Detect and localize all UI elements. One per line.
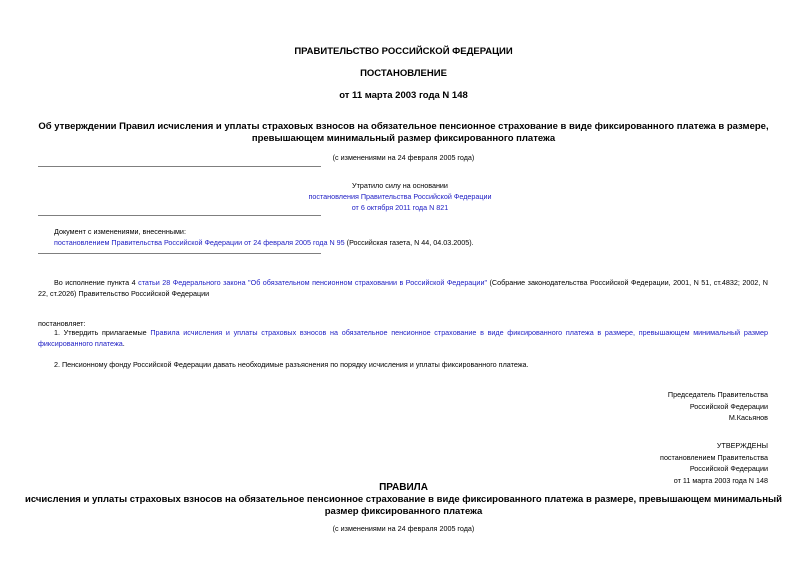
- approval-block: [660, 440, 768, 486]
- amending-decree-link[interactable]: постановлением Правительства Российской Федерации от 24 февраля 2005 года N 95: [54, 238, 345, 247]
- rules-link[interactable]: Правила исчисления и уплаты страховых взносов на обязательное пенсионное страхование в виде фиксированного платежа в размере, превышающем минимальный размер фиксированного платежа: [38, 328, 768, 348]
- expired-notice-label: Утратило силу на основании: [352, 181, 448, 190]
- preamble-paragraph: [38, 277, 768, 299]
- divider: [38, 253, 321, 254]
- item-1-paragraph: [38, 327, 768, 349]
- signature-organization: Российской Федерации: [689, 401, 768, 411]
- rules-subtitle-line-2: размер фиксированного платежа: [324, 506, 483, 517]
- approval-heading: УТВЕРЖДЕНЫ: [716, 441, 768, 450]
- expired-decree-link[interactable]: постановления Правительства Российской Федерации: [308, 192, 492, 201]
- rules-subtitle: [0, 494, 807, 518]
- expired-decree-date-link[interactable]: от 6 октября 2011 года N 821: [351, 203, 449, 212]
- changes-label: Документ с изменениями, внесенными:: [54, 227, 186, 236]
- document-title: [0, 121, 807, 145]
- expired-notice: [250, 180, 550, 213]
- federal-law-link[interactable]: статьи 28 Федерального закона "Об обязательном пенсионном страховании в Российской Федерации": [138, 278, 488, 287]
- rules-subtitle-line-1: исчисления и уплаты страховых взносов на обязательное пенсионное страхование в виде фиксированного платежа в размере, превышающем минимальный: [25, 494, 782, 505]
- signature-block: [668, 389, 768, 424]
- signature-position: Председатель Правительства: [667, 390, 768, 399]
- divider: [38, 215, 321, 216]
- approval-date: от 11 марта 2003 года N 148: [673, 475, 768, 485]
- amendment-note: (с изменениями на 24 февраля 2005 года): [332, 153, 475, 162]
- changes-source: (Российская газета, N 44, 04.03.2005).: [344, 238, 474, 247]
- item-1-suffix: .: [122, 339, 125, 348]
- government-heading: ПРАВИТЕЛЬСТВО РОССИЙСКОЙ ФЕДЕРАЦИИ: [294, 46, 513, 57]
- preamble-prefix: Во исполнение пункта 4: [54, 278, 139, 287]
- item-1-prefix: 1. Утвердить прилагаемые: [54, 328, 151, 337]
- resolves-label: постановляет:: [38, 319, 86, 328]
- rules-amendment-note: (с изменениями на 24 февраля 2005 года): [332, 524, 475, 533]
- signature-name: М.Касьянов: [728, 413, 768, 422]
- document-date-number: от 11 марта 2003 года N 148: [339, 90, 468, 101]
- item-2-paragraph: 2. Пенсионному фонду Российской Федерации давать необходимые разъяснения по порядку исчисления и уплаты фиксированного платежа.: [54, 360, 529, 369]
- approval-organization: Российской Федерации: [689, 464, 768, 473]
- changes-block: [54, 226, 754, 248]
- document-title-line-1: Об утверждении Правил исчисления и уплаты страховых взносов на обязательное пенсионное страхование в виде фиксированного платежа в размере,: [38, 121, 769, 132]
- changes-line: [54, 237, 754, 248]
- divider: [38, 166, 321, 167]
- preamble-suffix: (Собрание законодательства Российской Федерации, 2001, N 51, ст.4832; 2002, N 22, ст.2026) Правительство Российской Федерации: [38, 278, 768, 298]
- approval-decree: постановлением Правительства: [660, 452, 768, 462]
- document-type-heading: ПОСТАНОВЛЕНИЕ: [360, 68, 447, 79]
- document-title-line-2: превышающем минимальный размер фиксированного платежа: [251, 133, 556, 144]
- rules-title: ПРАВИЛА: [379, 482, 428, 493]
